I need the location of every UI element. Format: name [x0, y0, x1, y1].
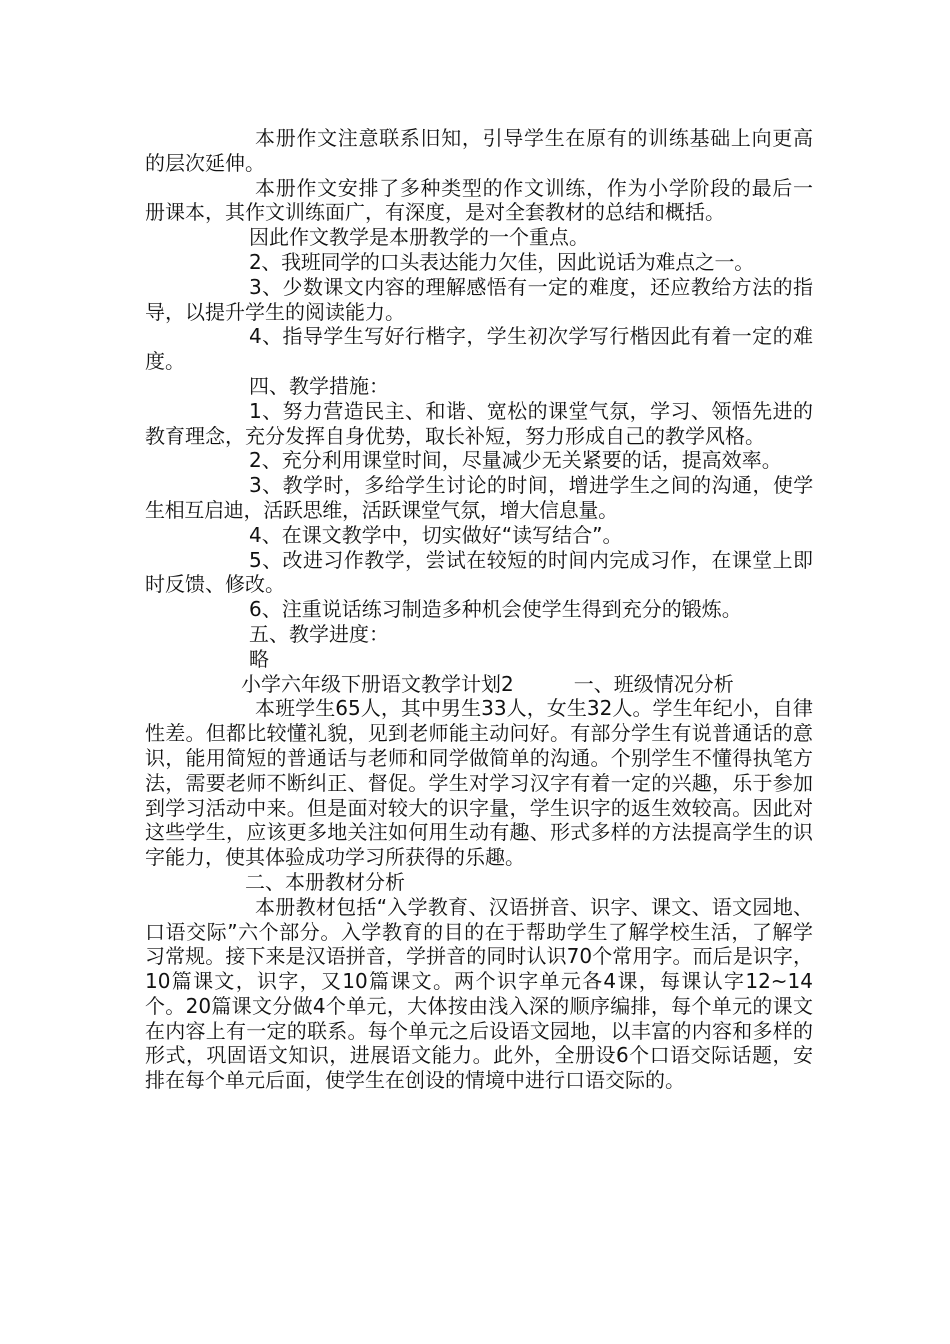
document-body	[145, 126, 813, 1093]
section-heading-textbook-analysis: 二、本册教材分析	[245, 869, 405, 894]
paragraph-measure-5: 5、改进习作教学，尝试在较短的时间内完成习作，在课堂上即时反馈、修改。	[145, 547, 813, 597]
paragraph-measure-4: 4、在课文教学中，切实做好“读写结合”。	[249, 522, 623, 547]
section-heading-measures: 四、教学措施：	[249, 373, 389, 398]
paragraph-difficulty-4: 4、指导学生写好行楷字，学生初次学写行楷因此有着一定的难度。	[145, 324, 813, 374]
paragraph-difficulty-3: 3、少数课文内容的理解感悟有一定的难度，还应教给方法的指导，以提升学生的阅读能力。	[145, 274, 813, 324]
section-heading-schedule: 五、教学进度：	[249, 621, 389, 646]
paragraph-measure-2: 2、充分利用课堂时间，尽量减少无关紧要的话，提高效率。	[249, 448, 782, 473]
paragraph-measure-6: 6、注重说话练习制造多种机会使学生得到充分的锻炼。	[249, 597, 742, 622]
plan-2-title: 小学六年级下册语文教学计划2 一、班级情况分析	[241, 671, 734, 696]
paragraph-difficulty-2: 2、我班同学的口头表达能力欠佳，因此说话为难点之一。	[249, 249, 754, 274]
paragraph-class-analysis: 本班学生65人，其中男生33人，女生32人。学生年纪小，自律性差。但都比较懂礼貌，见到老师能主动问好。有部分学生有说普通话的意识，能用简短的普通话与老师和同学做简单的沟通。个别学生不懂得执笔方法，需要老师不断纠正、督促。学生对学习汉字有着一定的兴趣，乐于参加到学习活动中来。但是面对较大的识字量，学生识字的返生效较高。因此对这些学生，应该更多地关注如何用生动有趣、形式多样的方法提高学生的识字能力，使其体验成功学习所获得的乐趣。	[145, 696, 813, 870]
paragraph-omitted: 略	[249, 646, 269, 671]
paragraph-measure-1: 1、努力营造民主、和谐、宽松的课堂气氛，学习、领悟先进的教育理念，充分发挥自身优势，取长补短，努力形成自己的教学风格。	[145, 398, 813, 448]
paragraph-composition-focus: 因此作文教学是本册教学的一个重点。	[249, 225, 589, 250]
paragraph-measure-3: 3、教学时，多给学生讨论的时间，增进学生之间的沟通，使学生相互启迪，活跃思维，活跃课堂气氛，增大信息量。	[145, 473, 813, 522]
paragraph-textbook-analysis: 本册教材包括“入学教育、汉语拼音、识字、课文、语文园地、口语交际”六个部分。入学教育的目的在于帮助学生了解学校生活，了解学习常规。接下来是汉语拼音，学拼音的同时认识70个常用字。而后是识字，10篇课文，识字，又10篇课文。两个识字单元各4课，每课认字12~14个。20篇课文分做4个单元，大体按由浅入深的顺序编排，每个单元的课文在内容上有一定的联系。每个单元之后设语文园地，以丰富的内容和多样的形式，巩固语文知识，进展语文能力。此外，全册设6个口语交际话题，安排在每个单元后面，使学生在创设的情境中进行口语交际的。	[145, 894, 813, 1093]
paragraph-composition-continuity: 本册作文注意联系旧知，引导学生在原有的训练基础上向更高的层次延伸。	[145, 126, 813, 175]
paragraph-composition-types: 本册作文安排了多种类型的作文训练，作为小学阶段的最后一册课本，其作文训练面广，有深度，是对全套教材的总结和概括。	[145, 175, 813, 225]
